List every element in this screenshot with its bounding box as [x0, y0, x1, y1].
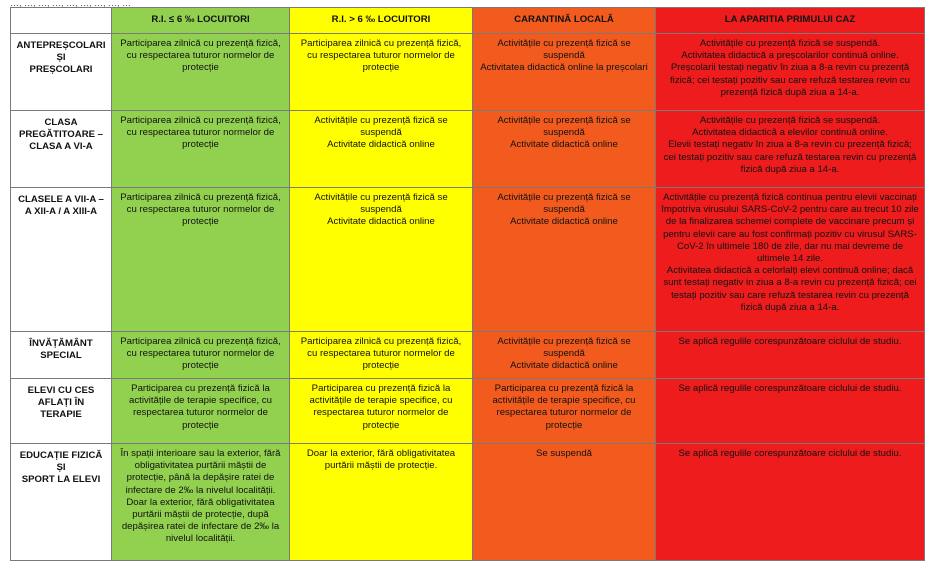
cell-paragraph: Se suspendă — [535, 448, 592, 459]
row-header-line: PREȘCOLARI — [29, 64, 93, 76]
table-row — [11, 444, 925, 561]
cell-first-case — [656, 444, 925, 561]
row-header-cell — [11, 332, 112, 379]
cell-first-case — [656, 379, 925, 444]
cell-paragraph: Activitățile cu prezență fizică se suspendă. — [699, 115, 881, 126]
cell-paragraph: Activitățile cu prezență fizică se suspendă. — [699, 38, 881, 49]
row-header-line: CLASELE A VII-A – — [18, 194, 104, 205]
table-row — [11, 379, 925, 444]
row-header-cell — [11, 379, 112, 444]
cell-ri-high — [290, 332, 473, 379]
cell-first-case — [656, 332, 925, 379]
row-header-cell — [11, 111, 112, 188]
cell-paragraph: Activitatea didactică a elevilor continuă online. — [692, 127, 888, 139]
cell-paragraph: Activitate didactică online — [510, 360, 618, 372]
cell-paragraph: Participarea zilnică cu prezență fizică, cu respectarea tuturor normelor de protecție — [120, 336, 281, 372]
header-ri-low: R.I. ≤ 6 ‰ LOCUITORI — [112, 8, 290, 34]
cell-paragraph: Activitățile cu prezență fizică se suspendă — [497, 115, 631, 139]
cell-paragraph: Activitatea didactică online la preșcolari — [480, 62, 648, 74]
cell-paragraph: Participarea zilnică cu prezență fizică, cu respectarea tuturor normelor de protecție — [300, 38, 462, 74]
row-header-cell — [11, 188, 112, 332]
cell-ri-low — [112, 444, 290, 561]
row-header-cell — [11, 444, 112, 561]
cell-paragraph: Doar la exterior, fără obligativitatea purtării măștii de protecție, după depășirea ratei de infectare de 2‰ la nivelul localității. — [121, 496, 280, 545]
cell-paragraph: Activitate didactică online — [327, 216, 435, 228]
row-header-line: AFLAȚI ÎN TERAPIE — [37, 397, 85, 421]
row-header-line: CLASA — [44, 117, 78, 128]
cell-ri-high — [290, 444, 473, 561]
cell-paragraph: Elevii testați negativ în ziua a 8-a revin cu prezență fizică; cei testați pozitiv sau care refuză testarea revin cu prezență fizică după ziua a 14-a. — [663, 139, 917, 175]
cell-paragraph: Activitatea didactică a preșcolarilor continuă online. — [681, 50, 899, 62]
school-measures-table — [10, 7, 925, 561]
cell-paragraph: Activitățile cu prezență fizică continua pentru elevii vaccinați împotriva virusului SARS-CoV-2 pentru care au trecut 10 zile de la finalizarea schemei complete de vaccinare precum și pentru elevii care au fost confirmați pozitiv cu virusul SARS-CoV-2 în ultimele 180 de zile, dar nu mai devreme de ultimele 14 zile. — [661, 192, 919, 265]
cell-paragraph: Se aplică regulile corespunzătoare ciclului de studiu. — [678, 383, 902, 394]
row-header-line: PREGĂTITOARE – — [18, 129, 104, 141]
header-row — [11, 8, 925, 34]
cell-paragraph: Participarea cu prezență fizică la activitățile de terapie specifice, cu respectarea tuturor normelor de protecție — [129, 383, 272, 431]
cell-local-quarantine — [473, 379, 656, 444]
table-row — [11, 111, 925, 188]
cell-paragraph: Activitate didactică online — [510, 139, 618, 151]
table-row — [11, 34, 925, 111]
row-header-line: ȘI — [56, 52, 66, 64]
row-header-line: ANTEPREȘCOLARI — [16, 40, 106, 51]
row-header-line: SPORT LA ELEVI — [21, 474, 101, 486]
cell-paragraph: Participarea cu prezență fizică la activitățile de terapie specifice, cu respectarea tuturor normelor de protecție — [492, 383, 636, 431]
header-local-quarantine: CARANTINĂ LOCALĂ — [473, 8, 656, 34]
cell-paragraph: Participarea zilnică cu prezență fizică, cu respectarea tuturor normelor de protecție — [120, 38, 281, 74]
row-header-line: A XII-A / A XIII-A — [24, 206, 98, 218]
cell-paragraph: Activitatea didactică a celorlalți elevi continuă online; dacă sunt testați negativ in ziua a 8-a revin cu prezență fizică; cei testați pozitiv sau care refuză testarea revin cu prezență fizică după ziua a 14-a. — [663, 265, 917, 313]
cell-ri-low — [112, 188, 290, 332]
cell-paragraph: Activitățile cu prezență fizică se suspendă — [314, 192, 448, 216]
cell-local-quarantine — [473, 188, 656, 332]
cell-first-case — [656, 111, 925, 188]
cell-first-case — [656, 188, 925, 332]
cell-ri-low — [112, 34, 290, 111]
cell-paragraph: Activitățile cu prezență fizică se suspendă — [497, 38, 631, 62]
cell-paragraph: Preșcolarii testați negativ în ziua a 8-a revin cu prezență fizică; cei testați pozitiv sau care refuză testarea revin cu prezență fizică după ziua a 14-a. — [670, 62, 910, 98]
cell-local-quarantine — [473, 111, 656, 188]
table-row — [11, 188, 925, 332]
cell-paragraph: Participarea cu prezență fizică la activitățile de terapie specifice, cu respectarea tuturor normelor de protecție — [309, 383, 453, 431]
cell-paragraph: Se aplică regulile corespunzătoare ciclului de studiu. — [678, 448, 902, 459]
cell-paragraph: În spații interioare sau la exterior, fără obligativitatea purtării măștii de protecție, până la depășire ratei de infectare de 2‰ la nivelul localității. — [120, 448, 281, 496]
row-header-line: CLASA A VI-A — [29, 141, 93, 153]
cell-ri-high — [290, 188, 473, 332]
row-header-line: ÎNVĂȚĂMÂNT — [29, 338, 93, 349]
cell-first-case — [656, 34, 925, 111]
cell-paragraph: Participarea zilnică cu prezență fizică, cu respectarea tuturor normelor de protecție — [300, 336, 462, 372]
cell-local-quarantine — [473, 34, 656, 111]
row-header-line: SPECIAL — [40, 350, 82, 362]
cell-paragraph: Participarea zilnică cu prezență fizică, cu respectarea tuturor normelor de protecție — [120, 192, 281, 228]
cell-ri-high — [290, 379, 473, 444]
cell-paragraph: Activitățile cu prezență fizică se suspendă — [314, 115, 448, 139]
cell-paragraph: Se aplică regulile corespunzătoare ciclului de studiu. — [678, 336, 902, 347]
cell-paragraph: Participarea zilnică cu prezență fizică, cu respectarea tuturor normelor de protecție — [120, 115, 281, 151]
cell-ri-high — [290, 34, 473, 111]
table-row — [11, 332, 925, 379]
cell-paragraph: Activitățile cu prezență fizică se suspendă — [497, 192, 631, 216]
cell-local-quarantine — [473, 332, 656, 379]
cell-ri-low — [112, 111, 290, 188]
header-corner-cell — [11, 8, 112, 34]
cell-ri-high — [290, 111, 473, 188]
header-first-case: LA APARITIA PRIMULUI CAZ — [656, 8, 925, 34]
cell-paragraph: Doar la exterior, fără obligativitatea purtării măștii de protecție. — [306, 448, 456, 472]
row-header-line: EDUCAȚIE FIZICĂ ȘI — [19, 450, 103, 474]
cell-paragraph: Activitățile cu prezență fizică se suspendă — [497, 336, 631, 360]
cell-paragraph: Activitate didactică online — [327, 139, 435, 151]
cell-paragraph: Activitate didactică online — [510, 216, 618, 228]
cell-ri-low — [112, 379, 290, 444]
cell-local-quarantine — [473, 444, 656, 561]
row-header-cell — [11, 34, 112, 111]
cell-ri-low — [112, 332, 290, 379]
header-ri-high: R.I. > 6 ‰ LOCUITORI — [290, 8, 473, 34]
row-header-line: ELEVI CU CES — [27, 385, 95, 396]
cropped-text-above-table: …, …, …, …, …, …, …, …, … — [10, 0, 132, 7]
